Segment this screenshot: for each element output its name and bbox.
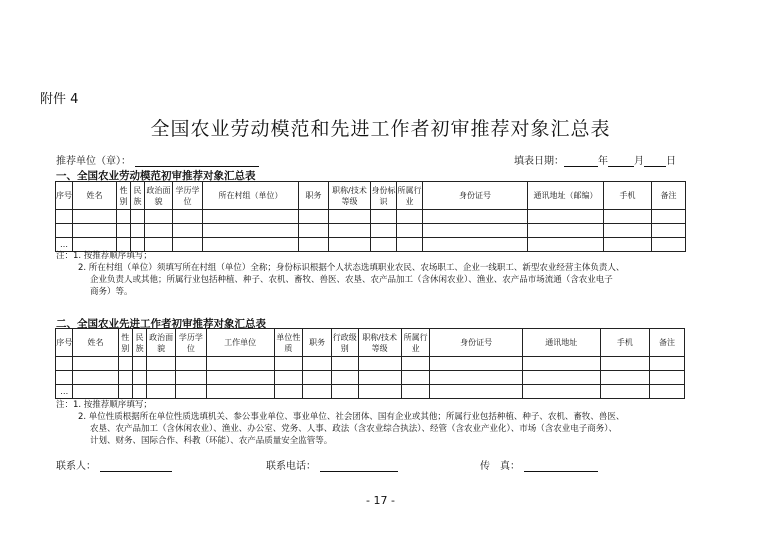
table-cell[interactable] [56,371,73,385]
note-line: 农垦、农产品加工（含休闲农业）、渔业、办公室、党务、人事、政法（含农业综合执法）、经管（含农业产业化）、市场（含农业电子商务）、 [90,424,618,434]
table-cell[interactable] [397,224,423,238]
fill-date-label: 填表日期： [514,156,564,167]
table-cell[interactable] [73,210,117,224]
table-cell[interactable] [147,357,176,371]
header-cell: 所属行业 [401,329,430,357]
page-number: - 17 - [366,494,395,507]
table-cell[interactable] [652,238,686,252]
table-cell[interactable] [176,385,207,399]
table-cell[interactable] [117,224,131,238]
table-cell[interactable] [118,385,132,399]
table-header-row [56,329,685,357]
year-label: 年 [598,156,608,167]
note-line: 企业负责人或其他；所属行业包括种植、种子、农机、畜牧、兽医、农垦、农产品加工（含休闲农业）、渔业、农产品市场流通（含农业电子 [90,275,613,285]
table-cell[interactable] [600,357,649,371]
ellipsis-cell: … [56,385,73,399]
header-cell: 学历学位 [173,182,203,210]
recommend-unit-label: 推荐单位（章）： [56,156,131,167]
phone-blank[interactable] [320,461,398,472]
table-cell[interactable] [145,210,173,224]
table-cell[interactable] [371,224,397,238]
table-cell[interactable] [423,210,528,224]
table-cell[interactable] [131,224,145,238]
note-line: 商务）等。 [90,287,133,297]
table-cell[interactable] [274,385,303,399]
table-cell[interactable] [303,371,332,385]
table-cell[interactable] [650,357,685,371]
table-cell[interactable] [73,371,118,385]
header-cell: 姓名 [73,329,118,357]
table-row [56,385,685,399]
table-cell[interactable] [132,371,146,385]
table-cell[interactable] [528,210,604,224]
table-cell[interactable] [303,385,332,399]
table-header-row [56,182,686,210]
table-cell[interactable] [652,224,686,238]
table-cell[interactable] [528,224,604,238]
table-cell[interactable] [56,224,73,238]
header-cell: 身份标识 [371,182,397,210]
table-cell[interactable] [650,385,685,399]
table-cell[interactable] [430,371,522,385]
advanced-worker-table [55,328,685,399]
table-cell[interactable] [331,385,358,399]
page-title: 全国农业劳动模范和先进工作者初审推荐对象汇总表 [150,118,611,140]
month-label: 月 [634,156,644,167]
header-cell: 所在村组（单位） [203,182,299,210]
section2-notes [56,399,624,447]
table-cell[interactable] [147,371,176,385]
header-cell: 单位性质 [274,329,303,357]
header-cell: 政治面貌 [145,182,173,210]
header-cell: 性别 [117,182,131,210]
recommend-unit-blank[interactable] [135,156,259,167]
table-cell[interactable] [423,224,528,238]
header-cell: 通讯地址（邮编） [528,182,604,210]
table-cell[interactable] [358,357,401,371]
phone-label: 联系电话： [266,461,316,472]
table-cell[interactable] [203,210,299,224]
table-cell[interactable] [522,371,600,385]
table-cell[interactable] [358,371,401,385]
section1-title: 一、全国农业劳动模范初审推荐对象汇总表 [56,170,256,182]
contact-person-label: 联系人： [56,461,96,472]
fill-date-line [514,152,676,167]
table-cell[interactable] [145,224,173,238]
table-cell[interactable] [274,357,303,371]
header-cell: 所属行业 [397,182,423,210]
phone-field [266,457,398,472]
header-cell: 序号 [56,329,73,357]
note-line: 注：1. 按推荐顺序填写； [56,400,152,410]
table-cell[interactable] [397,210,423,224]
header-cell: 民族 [132,329,146,357]
table-cell[interactable] [176,357,207,371]
table-cell[interactable] [600,385,649,399]
fax-field [480,457,598,472]
header-cell: 备注 [652,182,686,210]
fax-label: 传 真： [480,461,520,472]
table-cell[interactable] [206,357,274,371]
table-cell[interactable] [331,357,358,371]
header-cell: 身份证号 [423,182,528,210]
table-row [56,210,686,224]
day-label: 日 [666,156,676,167]
table-cell[interactable] [329,224,371,238]
table-cell[interactable] [56,357,73,371]
month-blank[interactable] [608,156,634,167]
header-cell: 手机 [604,182,652,210]
table-cell[interactable] [203,224,299,238]
table-cell[interactable] [206,385,274,399]
year-blank[interactable] [564,156,598,167]
table-cell[interactable] [118,371,132,385]
header-cell: 职务 [299,182,329,210]
header-cell: 政治面貌 [147,329,176,357]
table-cell[interactable] [117,210,131,224]
table-cell[interactable] [118,357,132,371]
table-cell[interactable] [652,210,686,224]
recommend-unit-line [56,152,259,167]
header-cell: 姓名 [73,182,117,210]
table-row [56,357,685,371]
table-cell[interactable] [132,385,146,399]
header-cell: 行政级别 [331,329,358,357]
table-cell[interactable] [401,371,430,385]
attachment-label: 附件 4 [40,92,79,107]
table-cell[interactable] [147,385,176,399]
table-cell[interactable] [173,210,203,224]
header-cell: 身份证号 [430,329,522,357]
header-cell: 民族 [131,182,145,210]
table-row [56,224,686,238]
table-cell[interactable] [303,357,332,371]
fax-blank[interactable] [524,461,598,472]
contact-person-field [56,457,172,472]
header-cell: 通讯地址 [522,329,600,357]
table-cell[interactable] [331,371,358,385]
table-cell[interactable] [600,371,649,385]
note-line: 2. 单位性质根据所在单位性质选填机关、参公事业单位、事业单位、社会团体、国有企业或其他；所属行业包括种植、种子、农机、畜牧、兽医、 [78,412,625,422]
table-cell[interactable] [401,357,430,371]
header-cell: 序号 [56,182,73,210]
table-cell[interactable] [650,371,685,385]
section2-title: 二、全国农业先进工作者初审推荐对象汇总表 [56,318,266,330]
note-line: 注：1. 按推荐顺序填写； [56,251,152,261]
header-cell: 备注 [650,329,685,357]
header-cell: 职称/技术等级 [358,329,401,357]
table-cell[interactable] [522,357,600,371]
table-cell[interactable] [522,385,600,399]
table-cell[interactable] [401,385,430,399]
header-cell: 性别 [118,329,132,357]
table-cell[interactable] [73,385,118,399]
table-cell[interactable] [132,357,146,371]
table-cell[interactable] [371,210,397,224]
contact-person-blank[interactable] [100,461,172,472]
section1-notes [56,250,624,298]
table-row [56,371,685,385]
table-cell[interactable] [173,224,203,238]
table-cell[interactable] [131,210,145,224]
model-worker-table [55,181,686,252]
table-cell[interactable] [358,385,401,399]
ellipsis-cell: … [56,238,73,252]
table-cell[interactable] [56,210,73,224]
table-cell[interactable] [299,210,329,224]
table-cell[interactable] [274,371,303,385]
table-cell[interactable] [430,385,522,399]
table-cell[interactable] [176,371,207,385]
table-cell[interactable] [73,224,117,238]
header-cell: 职称/技术等级 [329,182,371,210]
table-cell[interactable] [299,224,329,238]
day-blank[interactable] [644,156,666,167]
table-cell[interactable] [329,210,371,224]
header-cell: 工作单位 [206,329,274,357]
table-cell[interactable] [430,357,522,371]
table-cell[interactable] [73,357,118,371]
table-cell[interactable] [206,371,274,385]
table-cell[interactable] [604,224,652,238]
note-line: 计划、财务、国际合作、科教（环能）、农产品质量安全监管等。 [90,436,333,446]
note-line: 2. 所在村组（单位）须填写所在村组（单位）全称；身份标识根据个人状态选填职业农民、农场职工、企业一线职工、新型农业经营主体负责人、 [78,263,625,273]
table-cell[interactable] [604,210,652,224]
header-cell: 手机 [600,329,649,357]
header-cell: 职务 [303,329,332,357]
header-cell: 学历学位 [176,329,207,357]
